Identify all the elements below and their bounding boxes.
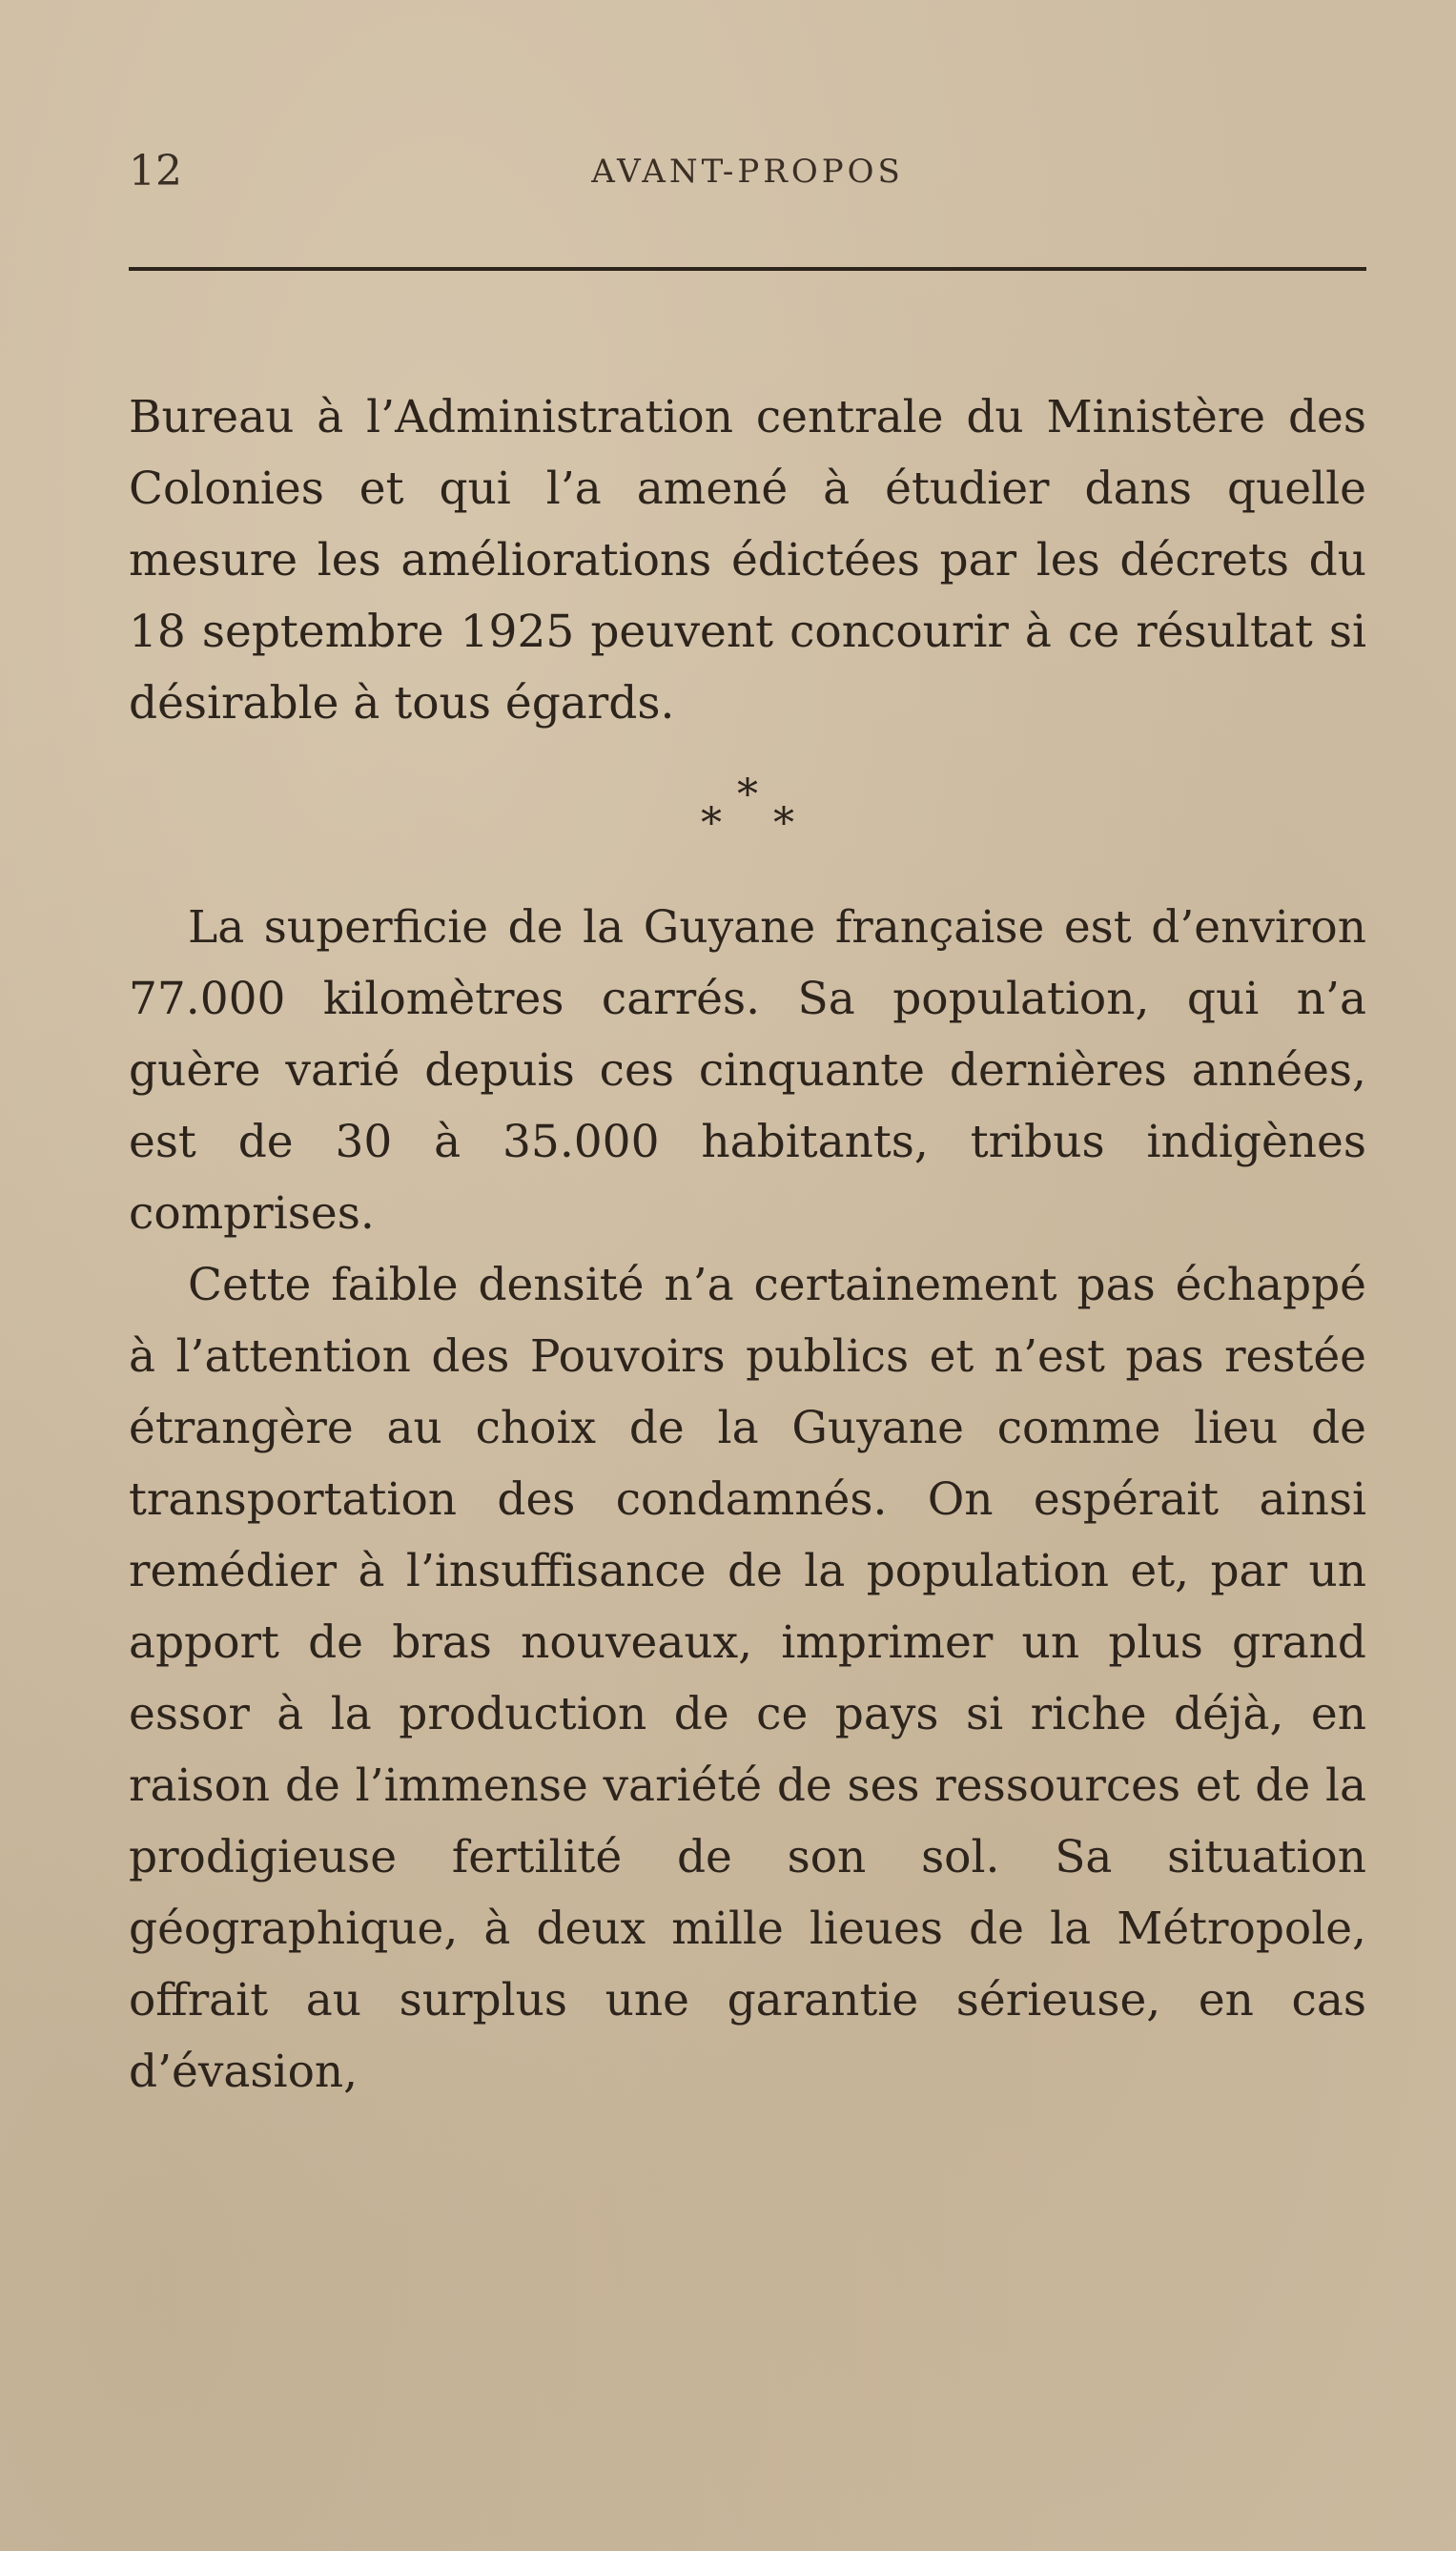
- paragraph-1: Bureau à l’Administration centrale du Ministère des Colonies et qui l’a amené à étudier dans quelle mesure les améliorations édictées par les décrets du 18 septembre 1925 peuvent concourir à ce résultat si désirable à tous égards.: [129, 391, 1366, 730]
- running-title: AVANT-PROPOS: [591, 153, 904, 191]
- paragraph-3: Cette faible densité n’a certainement pas échappé à l’attention des Pouvoirs publics et n’est pas restée étrangère au choix de la Guyane comme lieu de transportation des condamnés. On espérait ainsi remédier à l’insuffisance de la population et, par un apport de bras nouveaux, imprimer un plus grand essor à la production de ce pays si riche déjà, en raison de l’immense variété de ses ressources et de la prodigieuse fertilité de son sol. Sa situation géographique, à deux mille lieues de la Métropole, offrait au surplus une garantie sérieuse, en cas d’évasion,: [129, 1259, 1366, 2098]
- svg-text:*: *: [701, 799, 722, 848]
- svg-text:*: *: [737, 772, 758, 819]
- paragraph-2: La superficie de la Guyane française est d’environ 77.000 kilomètres carrés. Sa population, qui n’a guère varié depuis ces cinquante dernières années, est de 30 à 35.000 habitants, tribus indigènes comprises.: [129, 901, 1366, 1240]
- svg-text:*: *: [773, 799, 794, 848]
- body-text: [129, 381, 1366, 2108]
- asterism-icon: [681, 772, 814, 858]
- page-number: 12: [129, 147, 182, 195]
- asterism-ornament: [681, 772, 814, 858]
- header-rule: [129, 267, 1366, 271]
- running-head: [129, 143, 1366, 200]
